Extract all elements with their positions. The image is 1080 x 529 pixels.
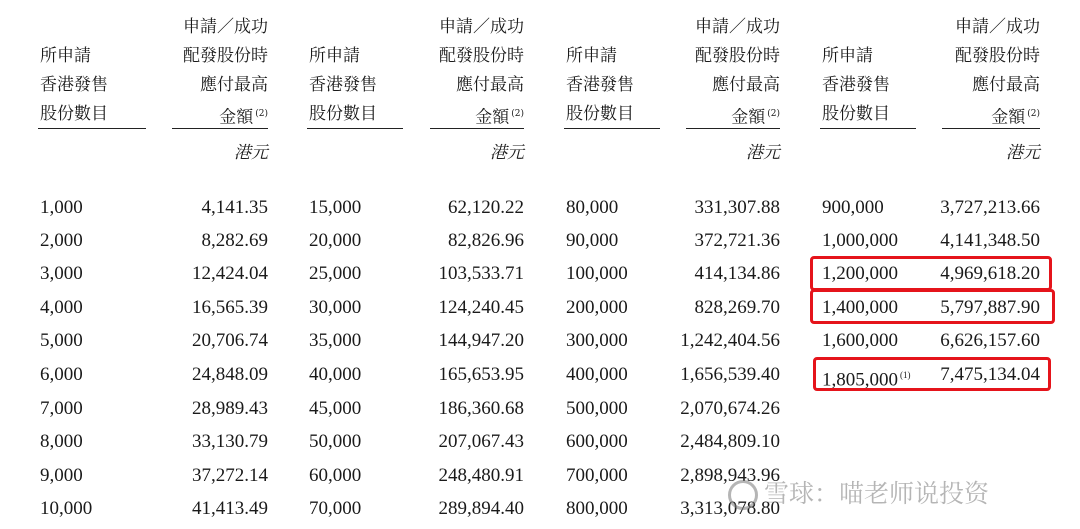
amount-cell: 33,130.79 [192,431,268,452]
shares-cell: 35,000 [309,330,362,351]
shares-cell: 1,400,000 [822,297,898,318]
amount-cell: 331,307.88 [694,197,780,218]
shares-cell: 4,000 [40,297,83,318]
shares-cell: 30,000 [309,297,362,318]
shares-cell: 100,000 [566,263,628,284]
amount-cell: 7,475,134.04 [940,364,1040,385]
footnote-marker: (2) [1027,109,1040,119]
amount-cell: 16,565.39 [192,297,268,318]
shares-cell: 60,000 [309,465,362,486]
header-rule [172,128,268,129]
shares-cell: 8,000 [40,431,83,452]
shares-cell: 20,000 [309,230,362,251]
amount-cell: 248,480.91 [438,465,524,486]
unit-label: 港元 [1006,143,1040,163]
shares-cell: 70,000 [309,498,362,519]
header-line: 股份數目 [822,104,890,124]
amount-cell: 1,656,539.40 [680,364,780,385]
shares-cell: 1,000,000 [822,230,898,251]
amount-cell: 5,797,887.90 [940,297,1040,318]
header-line: 香港發售 [309,75,377,95]
shares-value: 1,805,000 [822,369,898,391]
amount-cell: 12,424.04 [192,263,268,284]
amount-cell: 28,989.43 [192,398,268,419]
shares-cell: 600,000 [566,431,628,452]
shares-cell: 50,000 [309,431,362,452]
shares-cell: 800,000 [566,498,628,519]
amount-cell: 3,727,213.66 [940,197,1040,218]
header-rule [686,128,780,129]
header-line: 應付最高 [456,75,524,95]
footnote-marker: (2) [511,109,524,119]
amount-cell: 4,969,618.20 [940,263,1040,284]
amount-cell: 1,242,404.56 [680,330,780,351]
header-line: 股份數目 [40,104,108,124]
shares-cell: 5,000 [40,330,83,351]
header-line: 所申請 [309,46,360,66]
shares-cell: 300,000 [566,330,628,351]
shares-cell: 15,000 [309,197,362,218]
watermark-text: 雪球：喵老师说投资 [764,479,990,508]
header-rule [430,128,524,129]
shares-cell: 900,000 [822,197,884,218]
header-line: 所申請 [566,46,617,66]
footnote-marker: (2) [255,109,268,119]
amount-cell: 6,626,157.60 [940,330,1040,351]
shares-cell: 25,000 [309,263,362,284]
amount-header [160,13,268,133]
amount-cell: 124,240.45 [438,297,524,318]
amount-cell: 41,413.49 [192,498,268,519]
header-line: 配發股份時 [183,46,268,66]
amount-cell: 207,067.43 [438,431,524,452]
header-line: 應付最高 [712,75,780,95]
amount-cell: 144,947.20 [438,330,524,351]
amount-cell: 8,282.69 [201,230,268,251]
shares-header [822,42,890,129]
header-line: 申請／成功 [955,17,1040,37]
header-line: 香港發售 [40,75,108,95]
shares-header [566,42,634,129]
shares-cell: 1,200,000 [822,263,898,284]
amount-cell: 37,272.14 [192,465,268,486]
header-text: 金額 [219,107,254,128]
shares-cell: 45,000 [309,398,362,419]
amount-cell: 3,313,078.80 [680,498,780,519]
shares-cell: 6,000 [40,364,83,385]
amount-cell: 24,848.09 [192,364,268,385]
header-line: 配發股份時 [439,46,524,66]
header-rule [564,128,660,129]
amount-cell: 82,826.96 [448,230,524,251]
header-text: 金額 [475,107,510,128]
header-line: 所申請 [40,46,91,66]
shares-cell: 700,000 [566,465,628,486]
shares-cell: 1,000 [40,197,83,218]
shares-cell: 40,000 [309,364,362,385]
amount-cell: 828,269.70 [694,297,780,318]
snowball-logo-icon [728,480,758,510]
amount-cell: 372,721.36 [694,230,780,251]
header-line: 所申請 [822,46,873,66]
shares-cell: 200,000 [566,297,628,318]
shares-cell: 500,000 [566,398,628,419]
header-rule [942,128,1040,129]
amount-header [416,13,524,133]
header-line: 股份數目 [566,104,634,124]
amount-header [928,13,1040,133]
amount-cell: 4,141.35 [201,197,268,218]
shares-cell: 80,000 [566,197,619,218]
amount-cell: 20,706.74 [192,330,268,351]
shares-header [40,42,108,129]
header-rule [307,128,403,129]
amount-cell: 62,120.22 [448,197,524,218]
footnote-marker: (2) [767,109,780,119]
amount-cell: 4,141,348.50 [940,230,1040,251]
header-line: 香港發售 [566,75,634,95]
shares-cell: 7,000 [40,398,83,419]
amount-cell: 2,070,674.26 [680,398,780,419]
amount-cell: 165,653.95 [438,364,524,385]
unit-label: 港元 [490,143,524,163]
amount-header [672,13,780,133]
unit-label: 港元 [746,143,780,163]
header-line: 應付最高 [200,75,268,95]
header-line: 配發股份時 [695,46,780,66]
shares-header [309,42,377,129]
shares-cell: 90,000 [566,230,619,251]
footnote-marker: (1) [900,370,911,380]
header-line: 申請／成功 [695,17,780,37]
header-line: 香港發售 [822,75,890,95]
amount-cell: 103,533.71 [438,263,524,284]
header-line: 申請／成功 [439,17,524,37]
amount-cell: 186,360.68 [438,398,524,419]
shares-cell: 9,000 [40,465,83,486]
highlight-box-1400000 [810,289,1055,324]
highlight-box-1805000 [813,357,1051,391]
shares-cell: 2,000 [40,230,83,251]
highlight-box-1200000 [810,256,1052,291]
shares-cell: 3,000 [40,263,83,284]
header-line: 應付最高 [972,75,1040,95]
unit-label: 港元 [234,143,268,163]
shares-cell: 400,000 [566,364,628,385]
shares-cell: 1,600,000 [822,330,898,351]
header-line: 申請／成功 [183,17,268,37]
shares-cell: 10,000 [40,498,93,519]
header-text: 金額 [991,107,1026,128]
header-line: 配發股份時 [955,46,1040,66]
amount-cell: 2,898,943.96 [680,465,780,486]
header-rule [820,128,916,129]
amount-cell: 2,484,809.10 [680,431,780,452]
amount-cell: 289,894.40 [438,498,524,519]
header-line: 股份數目 [309,104,377,124]
header-rule [38,128,146,129]
watermark [728,474,989,510]
amount-cell: 414,134.86 [694,263,780,284]
header-text: 金額 [731,107,766,128]
